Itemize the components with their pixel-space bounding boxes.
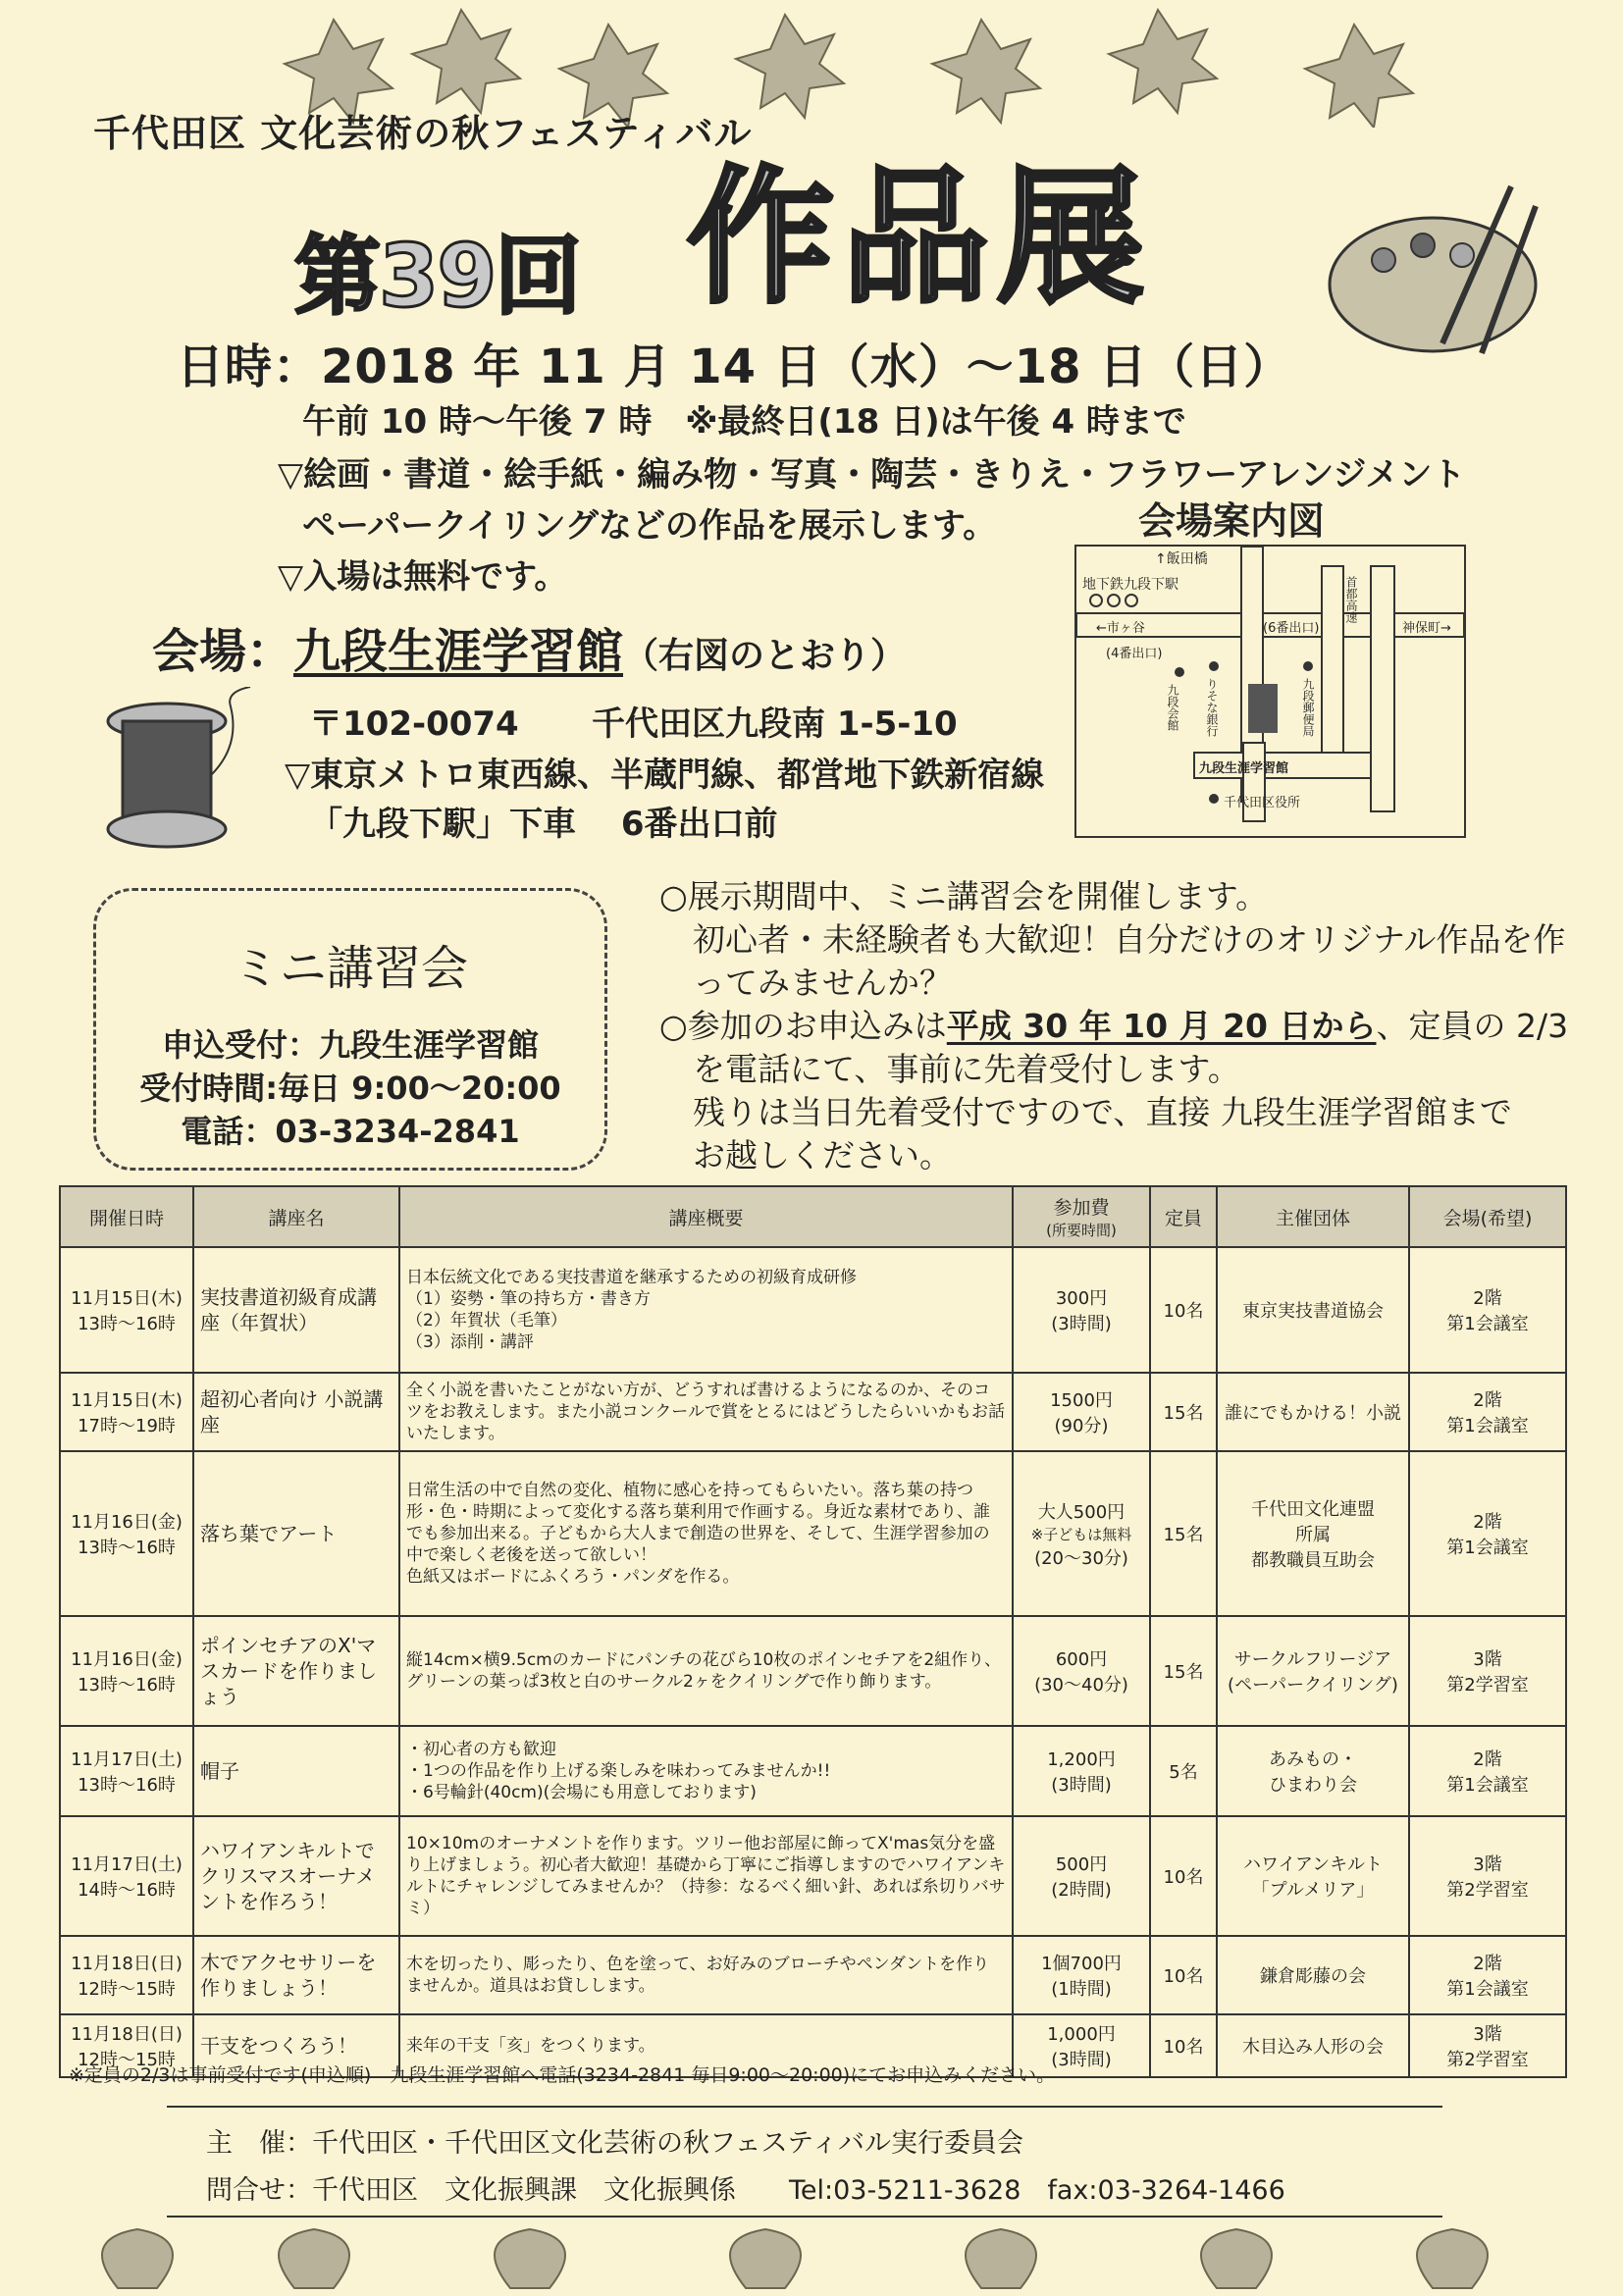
cell-summary: [399, 1616, 1013, 1726]
course-date: 11月16日(金): [71, 1649, 183, 1670]
course-capacity: 15名: [1150, 1373, 1217, 1451]
course-time: 13時～16時: [78, 1675, 176, 1696]
genres-line-1: ▽絵画・書道・絵手紙・編み物・写真・陶芸・きりえ・フラワーアレンジメント: [278, 455, 1466, 495]
info-line-4: [659, 1005, 1569, 1048]
course-room: 第2学習室: [1446, 2050, 1529, 2070]
summary-line: ・6号輪針(40cm)(会場にも用意しております): [406, 1783, 757, 1802]
map-label-ichigaya: ←市ヶ谷: [1096, 621, 1145, 636]
cell-summary: [399, 1816, 1013, 1936]
map-label-resona: りそな銀行: [1205, 678, 1219, 737]
course-room: 第1会議室: [1446, 1314, 1529, 1334]
cell-room: [1409, 2014, 1566, 2077]
table-row: [60, 1726, 1566, 1816]
schedule-body: [60, 1247, 1566, 2077]
info-line-3: ってみませんか？: [693, 964, 952, 1002]
info-line-5: を電話にて、事前に先着受付します。: [693, 1050, 1240, 1088]
course-title: 実技書道初級育成講座（年賀状）: [193, 1247, 399, 1373]
summary-line: ・1つの作品を作り上げる楽しみを味わってみませんか!!: [406, 1761, 831, 1781]
cell-summary: [399, 1451, 1013, 1616]
summary-line: 木を切ったり、彫ったり、色を塗って、お好みのブローチやペンダントを作りませんか。道具はお貸しします。: [406, 1955, 990, 1996]
cell-date: [60, 1936, 193, 2014]
course-room: 第2学習室: [1446, 1675, 1529, 1696]
venue-address: 千代田区九段南 1-5-10: [592, 704, 958, 744]
cell-date: [60, 1247, 193, 1373]
organizer-line: ハワイアンキルト: [1242, 1854, 1384, 1875]
course-floor: 2階: [1473, 1749, 1502, 1770]
course-date: 11月17日(土): [71, 1749, 183, 1770]
duration: (90分): [1054, 1416, 1109, 1436]
cell-organizer: [1217, 1247, 1409, 1373]
organizer-line: 東京実技書道協会: [1242, 1301, 1384, 1322]
course-room: 第2学習室: [1446, 1880, 1529, 1901]
fee: 1500円: [1050, 1390, 1113, 1411]
course-capacity: 10名: [1150, 1247, 1217, 1373]
table-row: [60, 1451, 1566, 1616]
course-date: 11月15日(木): [71, 1390, 183, 1411]
organizer-line: 都教職員互助会: [1251, 1550, 1375, 1571]
cell-organizer: [1217, 1373, 1409, 1451]
admission-note: ▽入場は無料です。: [278, 557, 568, 597]
map-label-expressway: 首都高速: [1344, 576, 1358, 623]
course-room: 第1会議室: [1446, 1538, 1529, 1558]
table-row: [60, 1247, 1566, 1373]
fee: 600円: [1055, 1649, 1108, 1670]
course-title: ポインセチアのX'マスカードを作りましょう: [193, 1616, 399, 1726]
organizer-line: 鎌倉彫藤の会: [1260, 1966, 1366, 1987]
cell-date: [60, 1451, 193, 1616]
course-info: [659, 875, 1569, 1177]
course-capacity: 15名: [1150, 1451, 1217, 1616]
cell-fee: [1013, 1616, 1150, 1726]
cell-room: [1409, 1616, 1566, 1726]
footnote: ※定員の2/3は事前受付です(申込順) 九段生涯学習館へ電話(3234-2841 毎日9:00～20:00)にてお申込みください。: [69, 2064, 1056, 2086]
organizer-line: ひまわり会: [1269, 1775, 1357, 1796]
cell-summary: [399, 1247, 1013, 1373]
duration: (30～40分): [1034, 1675, 1128, 1696]
course-title: 木でアクセサリーを作りましょう！: [193, 1936, 399, 2014]
cell-organizer: [1217, 1726, 1409, 1816]
access-line-2: 「九段下駅」下車 6番出口前: [309, 805, 778, 844]
map-label-kudan-kaikan: 九段会館: [1166, 684, 1179, 731]
course-capacity: 5名: [1150, 1726, 1217, 1816]
duration: (3時間): [1051, 1314, 1112, 1334]
course-time: 12時～15時: [78, 2050, 176, 2070]
info-line-1: ○展示期間中、ミニ講習会を開催します。: [659, 877, 1269, 915]
cell-room: [1409, 1726, 1566, 1816]
organizer-line: 所属: [1295, 1525, 1331, 1545]
festival-name: 千代田区 文化芸術の秋フェスティバル: [93, 112, 753, 155]
mini-course-title: ミニ講習会: [232, 941, 468, 996]
course-floor: 2階: [1473, 1288, 1502, 1309]
organizer-line: (ペーパークイリング): [1228, 1675, 1398, 1696]
course-capacity: 10名: [1150, 1816, 1217, 1936]
footer-contact: 問合せ：千代田区 文化振興課 文化振興係 Tel:03-5211-3628 fax:03-3264-1466: [206, 2175, 1285, 2206]
header-room: 会場(希望): [1409, 1186, 1566, 1247]
cell-fee: [1013, 1816, 1150, 1936]
thread-spool-illustration: [83, 687, 270, 863]
course-date: 11月18日(日): [71, 2024, 183, 2045]
course-time: 12時～15時: [78, 1979, 176, 2000]
venue-label: 会場：: [152, 624, 294, 679]
course-floor: 2階: [1473, 1954, 1502, 1974]
course-capacity: 15名: [1150, 1616, 1217, 1726]
application-start-date: 平成 30 年 10 月 20 日から: [946, 1007, 1377, 1045]
course-room: 第1会議室: [1446, 1979, 1529, 2000]
info-line-7: お越しください。: [693, 1136, 952, 1174]
course-time: 14時～16時: [78, 1880, 176, 1901]
map-label-post-office: 九段郵便局: [1301, 678, 1315, 737]
duration: (2時間): [1051, 1880, 1112, 1901]
course-title: ハワイアンキルトでクリスマスオーナメントを作ろう！: [193, 1816, 399, 1936]
info-line-4-prefix: ○参加のお申込みは: [659, 1007, 947, 1045]
organizer-line: 千代田文化連盟: [1251, 1499, 1375, 1520]
course-time: 17時～19時: [78, 1416, 176, 1436]
cell-fee: [1013, 1936, 1150, 2014]
course-floor: 3階: [1473, 1649, 1502, 1670]
table-header-row: [60, 1186, 1566, 1247]
cell-organizer: [1217, 1451, 1409, 1616]
course-title: 干支をつくろう！: [193, 2014, 399, 2077]
summary-line: 来年の干支「亥」をつくります。: [406, 2036, 655, 2056]
cell-organizer: [1217, 1616, 1409, 1726]
cell-summary: [399, 1936, 1013, 2014]
header-fee: [1013, 1186, 1150, 1247]
course-floor: 3階: [1473, 1854, 1502, 1875]
postal-code: 〒102-0074: [309, 704, 519, 744]
course-title: 超初心者向け 小説講座: [193, 1373, 399, 1451]
fee: 1個700円: [1041, 1954, 1122, 1974]
fee-note: ※子どもは無料: [1030, 1525, 1132, 1543]
info-line-4-suffix: 、定員の 2/3: [1376, 1007, 1569, 1045]
event-date: 日時：2018 年 11 月 14 日（水）～18 日（日）: [177, 339, 1292, 394]
map-label-ward-office: 千代田区役所: [1224, 796, 1301, 810]
course-room: 第1会議室: [1446, 1416, 1529, 1436]
fee: 1,000円: [1047, 2024, 1116, 2045]
venue-note: （右図のとおり）: [623, 636, 907, 676]
course-capacity: 10名: [1150, 2014, 1217, 2077]
table-row: [60, 1373, 1566, 1451]
header-fee-label: 参加費: [1053, 1197, 1110, 1219]
course-time: 13時～16時: [78, 1775, 176, 1796]
duration: (3時間): [1051, 1775, 1112, 1796]
cell-fee: [1013, 1726, 1150, 1816]
table-row: [60, 1816, 1566, 1936]
organizer-line: サークルフリージア: [1233, 1649, 1392, 1670]
cell-fee: [1013, 1451, 1150, 1616]
venue-heading: [152, 613, 906, 681]
course-date: 11月15日(木): [71, 1288, 183, 1309]
cell-summary: [399, 1726, 1013, 1816]
fee: 300円: [1055, 1288, 1108, 1309]
cell-date: [60, 1373, 193, 1451]
summary-line: 色紙又はボードにふくろう・パンダを作る。: [406, 1567, 740, 1587]
mini-course-hours: 受付時間:毎日 9:00～20:00: [139, 1070, 561, 1107]
course-floor: 2階: [1473, 1390, 1502, 1411]
summary-line: （3）添削・講評: [406, 1332, 534, 1352]
footer: [167, 2106, 1442, 2218]
summary-line: 縦14cm×横9.5cmのカードにパンチの花びら10枚のポインセチアを2組作り、グリーンの葉っぱ3枚と白のサークル2ヶをクイリングで作り飾ります。: [406, 1650, 1002, 1692]
header-fee-sub: (所要時間): [1046, 1222, 1117, 1239]
summary-line: 日常生活の中で自然の変化、植物に感心を持ってもらいたい。落ち葉の持つ形・色・時期によって変化する落ち葉利用で作画する。身近な素材であり、誰でも参加出来る。子どもから大人まで創造の世界を、そして、生涯学習参加の中で楽しく老後を送って欲しい！: [406, 1481, 990, 1565]
map-label-subway: 地下鉄九段下駅: [1082, 577, 1178, 593]
page-title: 作品展: [687, 153, 1153, 324]
map-label-venue: 九段生涯学習館: [1199, 761, 1289, 776]
course-time: 13時～16時: [78, 1538, 176, 1558]
header-summary: 講座概要: [399, 1186, 1013, 1247]
summary-line: 10×10mのオーナメントを作ります。ツリー他お部屋に飾ってX'mas気分を盛り上げましょう。初心者大歓迎！基礎から丁寧にご指導しますのでハワイアンキルトにチャレンジしてみませんか？（持参：なるべく細い針、あれば糸切りバサミ）: [406, 1834, 1006, 1918]
table-row: [60, 1616, 1566, 1726]
organizer-line: 木目込み人形の会: [1242, 2037, 1384, 2058]
map-label-exit4: (4番出口): [1106, 647, 1163, 661]
cell-date: [60, 1816, 193, 1936]
table-row: [60, 1936, 1566, 2014]
venue-name: 九段生涯学習館: [293, 624, 624, 679]
fee: 1,200円: [1047, 1749, 1116, 1770]
header-date: 開催日時: [60, 1186, 193, 1247]
course-floor: 3階: [1473, 2024, 1502, 2045]
info-line-6: 残りは当日先着受付ですので、直接 九段生涯学習館まで: [693, 1093, 1512, 1131]
duration: (1時間): [1051, 1979, 1112, 2000]
cell-room: [1409, 1247, 1566, 1373]
mini-course-box: [93, 888, 607, 1171]
fee: 大人500円: [1037, 1501, 1126, 1523]
summary-line: 全く小説を書いたことがない方が、どうすれば書けるようになるのか、そのコツをお教えします。また小説コンクールで賞をとるにはどうしたらいいかもお話いたします。: [406, 1381, 1005, 1443]
course-floor: 2階: [1473, 1512, 1502, 1533]
genres-line-2: ペーパークイリングなどの作品を展示します。: [302, 506, 997, 546]
course-date: 11月18日(日): [71, 1954, 183, 1974]
cell-organizer: [1217, 1936, 1409, 2014]
access-line-1: ▽東京メトロ東西線、半蔵門線、都営地下鉄新宿線: [285, 756, 1045, 795]
summary-line: 日本伝統文化である実技書道を継承するための初級育成研修: [406, 1268, 857, 1287]
cell-date: [60, 1726, 193, 1816]
organizer-line: あみもの・: [1269, 1749, 1357, 1770]
cell-summary: [399, 1373, 1013, 1451]
map-label-jimbocho: 神保町→: [1402, 621, 1451, 636]
header-organizer: 主催団体: [1217, 1186, 1409, 1247]
organizer-line: 誰にでもかける！小説: [1225, 1403, 1401, 1424]
cell-room: [1409, 1936, 1566, 2014]
course-room: 第1会議室: [1446, 1775, 1529, 1796]
footer-organizer: 主 催：千代田区・千代田区文化芸術の秋フェスティバル実行委員会: [206, 2128, 1023, 2159]
schedule-table: [59, 1185, 1567, 2078]
ginkgo-leaves-decoration: [0, 2219, 1623, 2296]
cell-fee: [1013, 1373, 1150, 1451]
fee: 500円: [1055, 1854, 1108, 1875]
mini-course-phone: 電話：03-3234-2841: [181, 1113, 520, 1150]
map-label-exit6: (6番出口): [1263, 621, 1320, 636]
cell-room: [1409, 1373, 1566, 1451]
course-date: 11月16日(金): [71, 1512, 183, 1533]
cell-organizer: [1217, 2014, 1409, 2077]
cell-room: [1409, 1816, 1566, 1936]
event-hours: 午前 10 時～午後 7 時 ※最終日(18 日)は午後 4 時まで: [302, 402, 1186, 442]
mini-course-reception: 申込受付：九段生涯学習館: [161, 1026, 539, 1064]
paint-palette-illustration: [1315, 177, 1560, 363]
course-title: 落ち葉でアート: [193, 1451, 399, 1616]
summary-line: （2）年賀状（毛筆）: [406, 1311, 567, 1331]
edition-number: 第39回: [294, 226, 580, 327]
organizer-line: 「プルメリア」: [1251, 1880, 1375, 1901]
summary-line: ・初心者の方も歓迎: [406, 1740, 556, 1759]
course-date: 11月17日(土): [71, 1854, 183, 1875]
course-time: 13時～16時: [78, 1314, 176, 1334]
mini-course-details: [96, 1023, 604, 1153]
summary-line: （1）姿勢・筆の持ち方・書き方: [406, 1289, 651, 1309]
info-line-2: 初心者・未経験者も大歓迎！自分だけのオリジナル作品を作: [693, 920, 1566, 959]
header-capacity: 定員: [1150, 1186, 1217, 1247]
map-title: 会場案内図: [1138, 499, 1326, 543]
duration: (20～30分): [1034, 1547, 1128, 1569]
cell-room: [1409, 1451, 1566, 1616]
duration: (3時間): [1051, 2050, 1112, 2070]
venue-map: [1074, 545, 1466, 838]
map-label-iidabashi: ↑飯田橋: [1155, 551, 1208, 567]
course-title: 帽子: [193, 1726, 399, 1816]
cell-organizer: [1217, 1816, 1409, 1936]
course-capacity: 10名: [1150, 1936, 1217, 2014]
cell-date: [60, 1616, 193, 1726]
header-title: 講座名: [193, 1186, 399, 1247]
cell-fee: [1013, 1247, 1150, 1373]
